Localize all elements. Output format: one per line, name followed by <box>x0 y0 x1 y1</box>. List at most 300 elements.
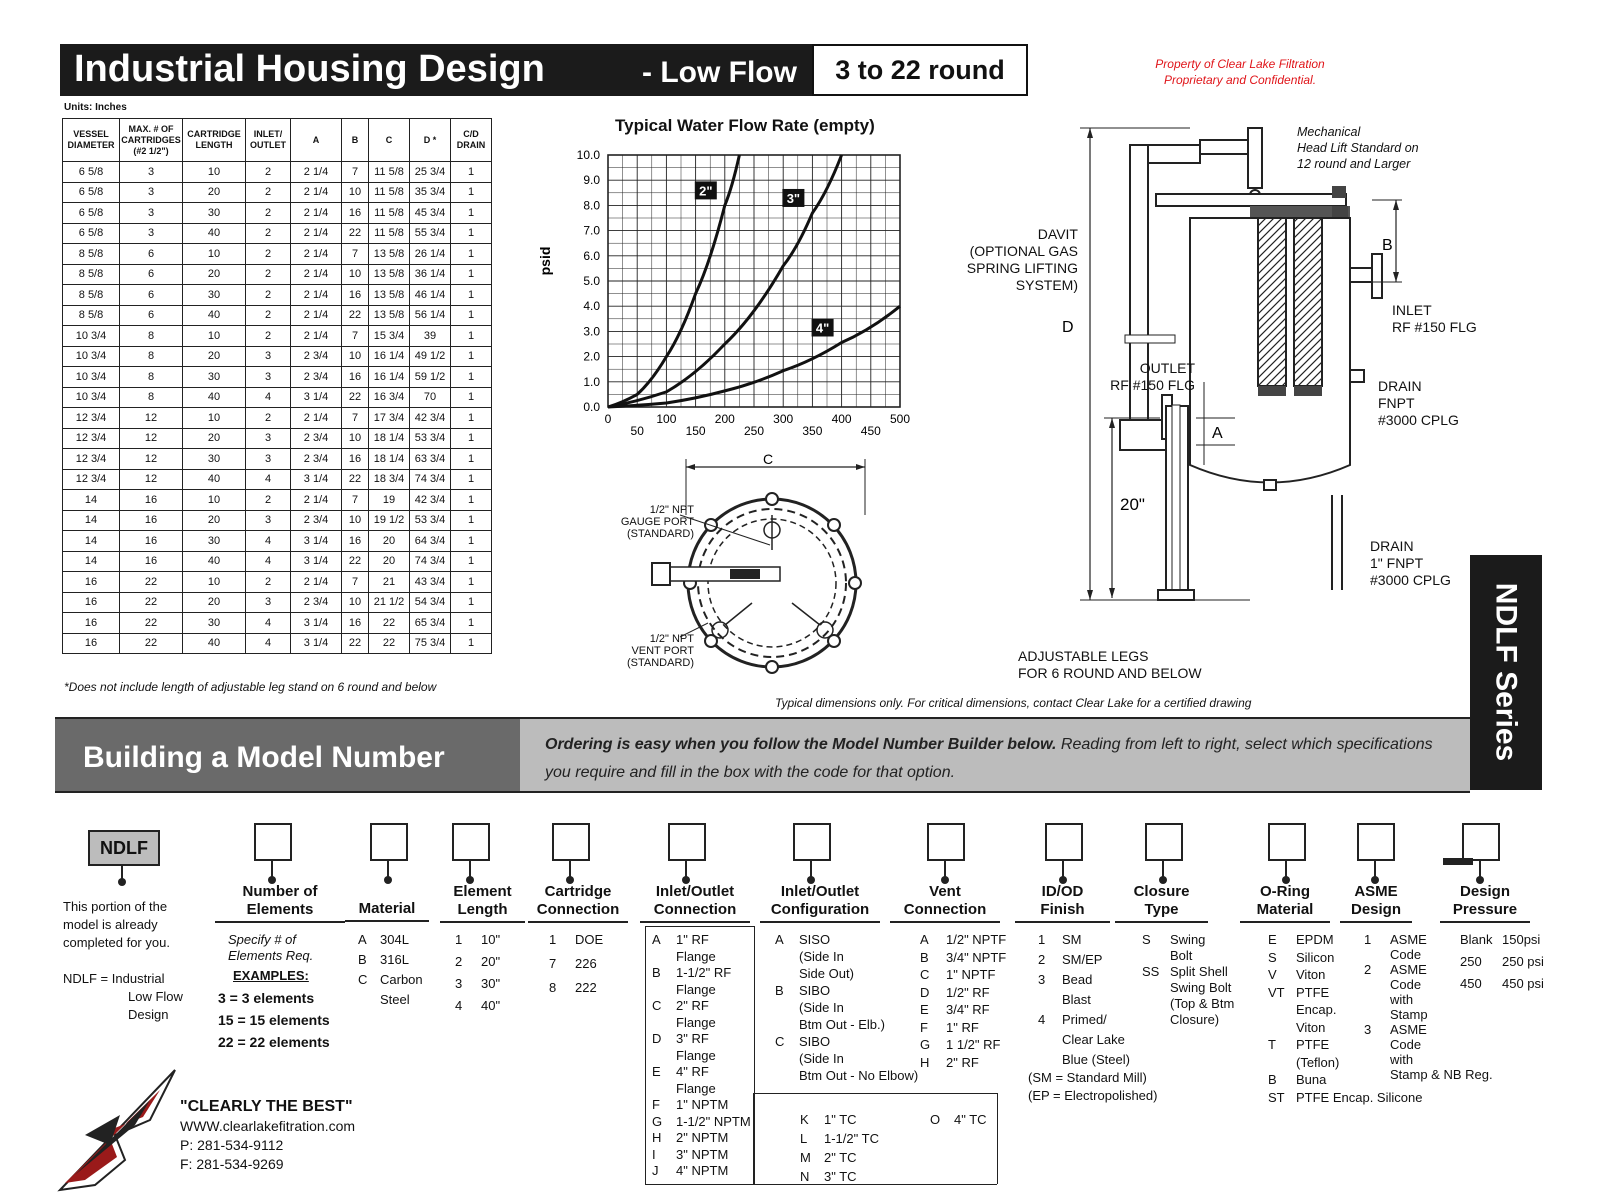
io_conn-option <box>652 1147 728 1163</box>
table-cell: 36 1/4 <box>410 264 451 285</box>
table-cell: 2 3/4 <box>291 510 342 531</box>
io_conn-option <box>652 1015 716 1031</box>
oring-option <box>1268 1020 1325 1036</box>
vent-code-box[interactable] <box>927 823 965 861</box>
asme-option <box>1364 992 1413 1008</box>
slogan: "CLEARLY THE BEST" <box>180 1098 353 1115</box>
io-conn-extra-option <box>800 1112 857 1128</box>
table-cell: 10 <box>183 490 246 511</box>
table-cell: 22 <box>342 551 369 572</box>
table-cell: 42 3/4 <box>410 408 451 429</box>
table-row <box>63 469 492 490</box>
table-cell: 1 <box>451 367 492 388</box>
drain-label-bottom: DRAIN 1" FNPT #3000 CPLG <box>1370 538 1451 588</box>
vent-port-label: 1/2" NPT VENT PORT (STANDARD) <box>626 633 694 669</box>
table-cell: 63 3/4 <box>410 449 451 470</box>
table-cell: 10 3/4 <box>63 367 120 388</box>
drain-label-top: DRAIN FNPT #3000 CPLG <box>1378 378 1459 428</box>
table-cell: 6 <box>120 244 183 265</box>
option-label: Encap. <box>1296 1002 1337 1017</box>
table-cell: 22 <box>120 572 183 593</box>
table-body <box>63 162 492 654</box>
closure-option <box>1142 1012 1219 1028</box>
vent-option <box>920 932 1006 948</box>
table-cell: 3 1/4 <box>291 613 342 634</box>
option-label: ASME <box>1390 1022 1427 1037</box>
table-cell: 22 <box>120 633 183 654</box>
table-cell: 8 5/8 <box>63 264 120 285</box>
table-cell: 12 3/4 <box>63 428 120 449</box>
table-cell: 49 1/2 <box>410 346 451 367</box>
finish-code-box[interactable] <box>1045 823 1083 861</box>
table-row <box>63 367 492 388</box>
table-cell: 12 <box>120 428 183 449</box>
pressure-option <box>1460 932 1540 948</box>
finish-note: (SM = Standard Mill) <box>1028 1070 1147 1085</box>
table-cell: 22 <box>369 613 410 634</box>
option-code: C <box>775 1034 785 1049</box>
option-code: SS <box>1142 964 1160 979</box>
vent-option <box>920 1020 979 1036</box>
cartridge-option <box>549 956 597 972</box>
finish-option <box>1038 992 1091 1008</box>
table-cell: 16 <box>63 613 120 634</box>
table-row <box>63 572 492 593</box>
length-option <box>455 998 500 1014</box>
dim-d-label: D <box>1062 319 1074 336</box>
option-label: Flange <box>676 948 716 964</box>
option-label: 3/4" NPTF <box>946 949 1007 965</box>
io_conn-option <box>652 982 716 998</box>
finish-option <box>1038 952 1102 968</box>
option-label: 250 psi <box>1502 954 1544 969</box>
phone-number: P: 281-534-9112 <box>180 1137 284 1153</box>
io_conn-code-box[interactable] <box>668 823 706 861</box>
io_cfg-option <box>775 949 844 965</box>
table-cell: 1 <box>451 428 492 449</box>
table-cell: 20 <box>183 428 246 449</box>
table-cell: 6 <box>120 264 183 285</box>
length-code-box[interactable] <box>452 823 490 861</box>
asme-option <box>1364 1037 1421 1053</box>
option-code: I <box>652 1146 656 1162</box>
option-label: 1/2" RF <box>946 984 990 1000</box>
table-cell: 40 <box>183 633 246 654</box>
table-row <box>63 510 492 531</box>
table-cell: 2 1/4 <box>291 285 342 306</box>
material-option <box>358 932 409 948</box>
io_cfg-option <box>775 932 830 948</box>
pressure-option <box>1460 954 1544 970</box>
x-tick-label: 100 <box>656 412 677 426</box>
table-cell: 16 1/4 <box>369 367 410 388</box>
table-cell: 19 <box>369 490 410 511</box>
option-label: 3" NPTM <box>676 1146 729 1162</box>
table-cell: 2 1/4 <box>291 326 342 347</box>
prefix-definition: NDLF = Industrial Low Flow Design <box>63 971 183 1022</box>
column-header: VESSEL DIAMETER <box>63 119 120 162</box>
length-option <box>455 976 500 992</box>
example-item: 22 = 22 elements <box>218 1034 330 1050</box>
option-label: Flange <box>676 981 716 997</box>
table-cell: 22 <box>369 633 410 654</box>
table-row <box>63 326 492 347</box>
io_cfg-option <box>775 983 830 999</box>
table-cell: 16 <box>342 449 369 470</box>
io_cfg-code-box[interactable] <box>793 823 831 861</box>
table-cell: 1 <box>451 592 492 613</box>
option-code: A <box>652 932 661 947</box>
option-code: S <box>1142 932 1151 947</box>
option-label: Split Shell <box>1170 964 1228 979</box>
option-label: Btm Out - No Elbow) <box>799 1068 919 1083</box>
table-cell: 1 <box>451 551 492 572</box>
option-label: (Side In <box>799 949 844 964</box>
table-cell: 3 <box>246 449 291 470</box>
option-code: E <box>652 1064 661 1079</box>
table-cell: 3 <box>120 203 183 224</box>
table-row <box>63 428 492 449</box>
table-cell: 20 <box>183 592 246 613</box>
table-cell: 16 <box>342 285 369 306</box>
option-code: C <box>920 967 930 982</box>
table-cell: 3 1/4 <box>291 531 342 552</box>
table-cell: 1 <box>451 531 492 552</box>
elements-code-box[interactable] <box>254 823 292 861</box>
io-conn-bracket-right <box>997 1093 998 1184</box>
table-cell: 2 <box>246 285 291 306</box>
oring-option <box>1268 1037 1329 1053</box>
option-code: B <box>652 965 661 980</box>
table-cell: 3 <box>120 182 183 203</box>
table-row <box>63 305 492 326</box>
table-cell: 56 1/4 <box>410 305 451 326</box>
table-cell: 1 <box>451 633 492 654</box>
option-label: 2" TC <box>824 1150 857 1165</box>
fax-number: F: 281-534-9269 <box>180 1156 284 1172</box>
option-code: 8 <box>549 980 557 995</box>
io_conn-option <box>652 1081 716 1097</box>
knighthawk-logo <box>55 1065 180 1195</box>
table-cell: 8 5/8 <box>63 305 120 326</box>
asme-option <box>1364 1052 1413 1068</box>
io_conn-option <box>652 1031 709 1047</box>
x-tick-label: 50 <box>630 424 644 438</box>
table-cell: 40 <box>183 305 246 326</box>
table-cell: 10 3/4 <box>63 346 120 367</box>
option-code: N <box>800 1169 810 1184</box>
finish-option <box>1038 1052 1130 1068</box>
table-cell: 2 3/4 <box>291 428 342 449</box>
oring-option <box>1268 967 1325 983</box>
closure-option <box>1142 980 1231 996</box>
heading-line: Inlet/Outlet <box>655 883 735 900</box>
table-cell: 6 5/8 <box>63 223 120 244</box>
flow-rate-chart <box>537 140 940 440</box>
finish-option <box>1038 1012 1107 1028</box>
x-tick-label: 500 <box>889 412 911 426</box>
cartridge-heading <box>528 883 628 923</box>
option-code: E <box>1268 932 1277 947</box>
model-number-banner <box>55 717 1470 793</box>
io_conn-option <box>652 1114 751 1130</box>
series-label: 2" <box>699 183 713 199</box>
table-cell: 16 <box>342 531 369 552</box>
option-label: 316L <box>380 952 409 967</box>
io_conn-heading <box>640 883 750 923</box>
table-cell: 2 <box>246 223 291 244</box>
table-cell: 12 <box>120 449 183 470</box>
option-label: Clear Lake <box>1062 1032 1125 1047</box>
table-cell: 2 1/4 <box>291 203 342 224</box>
x-tick-label: 250 <box>743 424 765 438</box>
table-cell: 16 <box>63 592 120 613</box>
oring-code-box[interactable] <box>1268 823 1306 861</box>
closure-code-box[interactable] <box>1145 823 1183 861</box>
io_conn-option <box>652 965 731 981</box>
option-label: SISO <box>799 932 831 947</box>
table-cell: 14 <box>63 510 120 531</box>
table-cell: 16 <box>120 490 183 511</box>
option-label: Blast <box>1062 992 1091 1007</box>
table-cell: 13 5/8 <box>369 244 410 265</box>
column-header: A <box>291 119 342 162</box>
io_conn-option <box>652 998 709 1014</box>
x-tick-label: 150 <box>685 424 706 438</box>
option-label: Buna <box>1296 1072 1327 1087</box>
table-cell: 40 <box>183 551 246 572</box>
y-tick-label: 3.0 <box>583 324 600 339</box>
heading-line: Element <box>453 883 512 900</box>
io_conn-option <box>652 1163 728 1179</box>
option-label: Bead <box>1062 972 1093 987</box>
series-label: 3" <box>786 190 801 206</box>
table-cell: 15 3/4 <box>369 326 410 347</box>
table-cell: 39 <box>410 326 451 347</box>
title-bar <box>60 44 812 96</box>
heading-line: Elements <box>246 901 314 918</box>
option-label: Viton <box>1296 1019 1326 1035</box>
table-cell: 2 <box>246 162 291 183</box>
table-cell: 12 <box>120 469 183 490</box>
pressure-option <box>1460 976 1544 992</box>
table-cell: 4 <box>246 531 291 552</box>
table-cell: 21 1/2 <box>369 592 410 613</box>
io-conn-extra-option <box>800 1150 857 1166</box>
table-cell: 22 <box>342 633 369 654</box>
table-cell: 2 <box>246 408 291 429</box>
table-footnote: *Does not include length of adjustable leg stand on 6 round and below <box>64 680 437 694</box>
option-label: ASME <box>1390 932 1427 947</box>
io_cfg-option <box>775 1034 830 1050</box>
option-label: 450 psi <box>1502 976 1544 991</box>
table-cell: 4 <box>246 387 291 408</box>
table-cell: 6 <box>120 305 183 326</box>
table-cell: 10 3/4 <box>63 326 120 347</box>
confidential-notice: Property of Clear Lake Filtration Proprietary and Confidential. <box>1155 57 1325 87</box>
table-cell: 3 1/4 <box>291 469 342 490</box>
option-code: O <box>930 1112 941 1127</box>
option-label: 1" NPTF <box>946 967 996 982</box>
pressure-code-box[interactable] <box>1462 823 1500 861</box>
column-header: C <box>369 119 410 162</box>
option-label: 1-1/2" RF <box>676 965 732 980</box>
elements-heading <box>215 883 345 923</box>
table-cell: 10 <box>183 326 246 347</box>
example-item: 15 = 15 elements <box>218 1012 330 1028</box>
table-cell: 6 5/8 <box>63 162 120 183</box>
x-tick-label: 0 <box>604 412 612 426</box>
table-cell: 65 3/4 <box>410 613 451 634</box>
table-cell: 46 1/4 <box>410 285 451 306</box>
table-row <box>63 551 492 572</box>
column-header: C/D DRAIN <box>451 119 492 162</box>
table-cell: 74 3/4 <box>410 551 451 572</box>
option-label: SM <box>1062 932 1082 947</box>
table-cell: 18 1/4 <box>369 449 410 470</box>
table-cell: 6 <box>120 285 183 306</box>
table-cell: 1 <box>451 244 492 265</box>
option-code: 450 <box>1460 976 1482 991</box>
table-cell: 2 1/4 <box>291 408 342 429</box>
io_cfg-heading <box>760 883 880 923</box>
table-cell: 42 3/4 <box>410 490 451 511</box>
y-tick-label: 2.0 <box>583 349 600 364</box>
x-tick-label: 350 <box>802 424 823 438</box>
table-cell: 2 1/4 <box>291 244 342 265</box>
y-tick-label: 5.0 <box>583 274 600 288</box>
option-label: Flange <box>676 1047 716 1063</box>
table-cell: 2 <box>246 182 291 203</box>
table-cell: 16 <box>63 633 120 654</box>
option-label: EPDM <box>1296 932 1334 947</box>
table-cell: 22 <box>120 613 183 634</box>
option-label: 1" TC <box>824 1112 857 1127</box>
vent-option <box>920 950 1006 966</box>
cartridge-code-box[interactable] <box>552 823 590 861</box>
option-label: Side Out) <box>799 966 854 981</box>
y-tick-label: 0.0 <box>583 400 600 414</box>
model-intro: Ordering is easy when you follow the Model Number Builder below. Reading from left to right, select which specifications you require and fill in the box with the code for that option. <box>545 736 1433 781</box>
io_conn-option <box>652 1130 728 1146</box>
heading-line: Material <box>1256 901 1314 918</box>
page-title: Industrial Housing Design <box>74 48 545 90</box>
y-tick-label: 10.0 <box>576 148 600 162</box>
table-cell: 13 5/8 <box>369 264 410 285</box>
table-cell: 2 1/4 <box>291 264 342 285</box>
vent-option <box>920 1002 990 1018</box>
table-row <box>63 182 492 203</box>
table-cell: 16 <box>63 572 120 593</box>
table-cell: 14 <box>63 531 120 552</box>
io-conn-bracket-step <box>753 1093 754 1184</box>
option-label: Carbon <box>380 972 423 987</box>
option-label: Bolt <box>1170 948 1193 963</box>
table-cell: 10 <box>183 408 246 429</box>
oring-heading <box>1240 883 1330 923</box>
material-code-box[interactable] <box>370 823 408 861</box>
table-cell: 12 3/4 <box>63 449 120 470</box>
option-label: PTFE <box>1296 1037 1330 1052</box>
heading-line: Connection <box>903 901 987 918</box>
option-label: 4" RF <box>676 1064 709 1079</box>
model-prefix-box: NDLF <box>88 830 160 866</box>
y-tick-label: 9.0 <box>583 173 600 188</box>
finish-heading <box>1015 883 1110 923</box>
table-cell: 13 5/8 <box>369 285 410 306</box>
oring-option <box>1268 1090 1422 1106</box>
option-label: Viton <box>1296 967 1326 982</box>
website-link[interactable]: WWW.clearlakefitration.com <box>180 1118 356 1134</box>
table-cell: 7 <box>342 490 369 511</box>
option-code: B <box>920 949 929 965</box>
io_cfg-option <box>775 1000 844 1016</box>
option-label: Swing <box>1170 932 1206 947</box>
option-label: Closure) <box>1170 1012 1220 1027</box>
table-row <box>63 285 492 306</box>
io_cfg-option <box>775 1017 885 1033</box>
table-cell: 3 <box>120 223 183 244</box>
option-label: 3" TC <box>824 1169 857 1184</box>
option-label: 1 1/2" RF <box>946 1037 1001 1052</box>
heading-line: Number of <box>242 883 318 900</box>
x-tick-label: 200 <box>714 412 735 426</box>
asme-option <box>1364 1022 1427 1038</box>
option-label: SIBO <box>799 1034 831 1049</box>
table-cell: 1 <box>451 305 492 326</box>
table-row <box>63 408 492 429</box>
table-cell: 64 3/4 <box>410 531 451 552</box>
heading-line: ASME <box>1354 883 1398 900</box>
table-cell: 8 <box>120 326 183 347</box>
asme-code-box[interactable] <box>1357 823 1395 861</box>
table-cell: 26 1/4 <box>410 244 451 265</box>
table-cell: 18 1/4 <box>369 428 410 449</box>
table-cell: 3 <box>246 367 291 388</box>
table-cell: 8 <box>120 367 183 388</box>
table-cell: 16 <box>342 367 369 388</box>
table-cell: 14 <box>63 551 120 572</box>
option-code: 7 <box>549 956 557 971</box>
length-option <box>455 932 500 948</box>
table-cell: 18 3/4 <box>369 469 410 490</box>
table-row <box>63 203 492 224</box>
table-cell: 53 3/4 <box>410 510 451 531</box>
table-cell: 10 <box>183 244 246 265</box>
oring-option <box>1268 950 1334 966</box>
table-cell: 75 3/4 <box>410 633 451 654</box>
table-cell: 6 5/8 <box>63 203 120 224</box>
vent-option <box>920 1037 1000 1053</box>
asme-option <box>1364 962 1427 978</box>
table-cell: 3 <box>120 162 183 183</box>
option-label: 20" <box>481 954 501 969</box>
finish-option <box>1038 972 1092 988</box>
examples-heading: EXAMPLES: <box>233 968 309 983</box>
oring-option <box>1268 1072 1326 1088</box>
oring-option <box>1268 932 1334 948</box>
option-label: Flange <box>676 1080 716 1096</box>
asme-option <box>1364 932 1427 948</box>
table-cell: 55 3/4 <box>410 223 451 244</box>
option-code: T <box>1268 1037 1276 1052</box>
table-cell: 1 <box>451 326 492 347</box>
option-code: B <box>775 983 784 998</box>
table-cell: 30 <box>183 285 246 306</box>
table-cell: 40 <box>183 223 246 244</box>
option-code: 250 <box>1460 954 1482 969</box>
table-row <box>63 223 492 244</box>
